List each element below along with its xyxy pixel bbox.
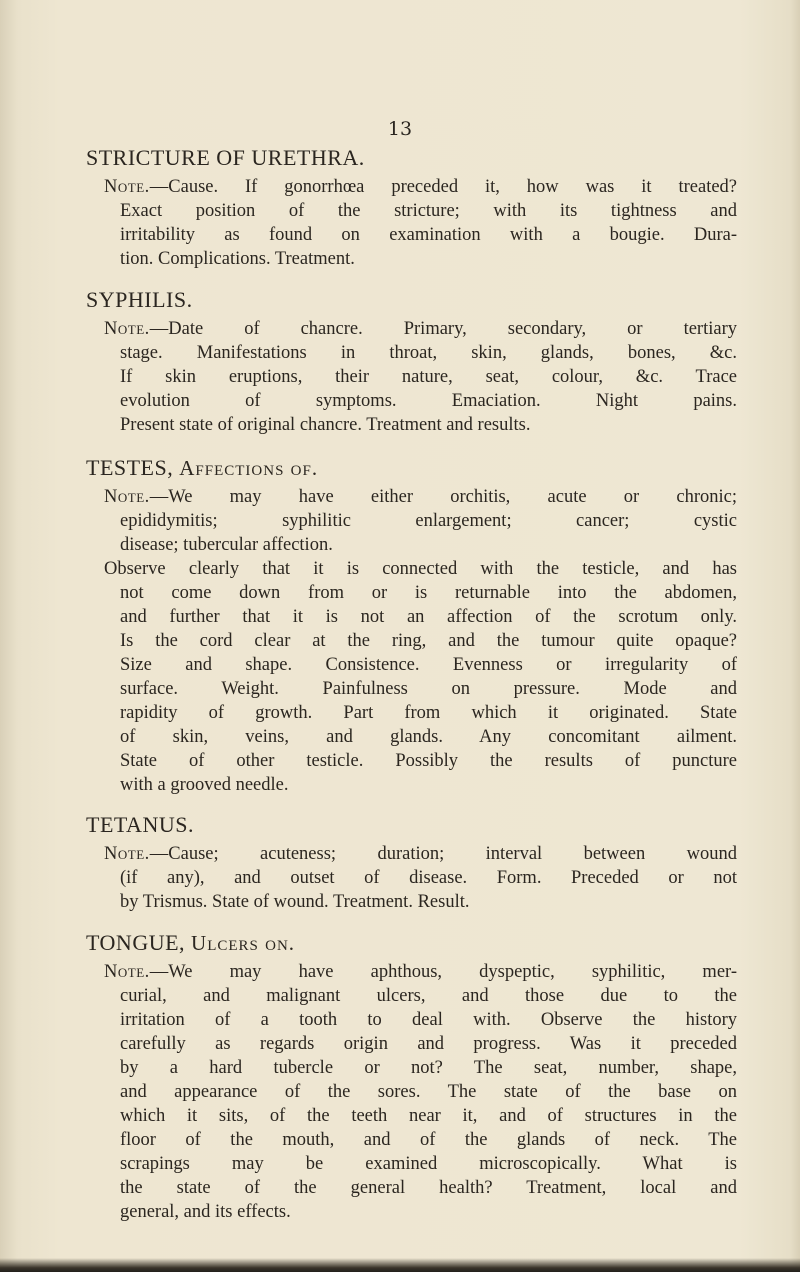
text-line — [120, 727, 737, 747]
heading-title: STRICTURE OF URETHRA. — [86, 145, 365, 170]
line-text: rapidity of growth. Part from which it originated. State — [120, 703, 737, 723]
text-line — [104, 487, 737, 507]
line-text: and further that it is not an affection of the scrotum only. — [120, 607, 737, 627]
line-text: Observe clearly that it is connected with the testicle, and has — [104, 559, 737, 579]
text-line — [104, 559, 737, 579]
text-line — [104, 177, 737, 197]
line-text: general, and its effects. — [120, 1202, 291, 1222]
line-text: the state of the general health? Treatment, local and — [120, 1178, 737, 1198]
line-text: of skin, veins, and glands. Any concomitant ailment. — [120, 727, 737, 747]
heading-subtitle: Ulcers on. — [191, 931, 296, 955]
line-text: Present state of original chancre. Treatment and results. — [120, 415, 531, 435]
text-line — [120, 415, 531, 435]
text-line — [120, 511, 737, 531]
line-text: evolution of symptoms. Emaciation. Night pains. — [120, 391, 737, 411]
page-number: 13 — [387, 118, 413, 140]
line-text: with a grooved needle. — [120, 775, 289, 795]
text-line — [120, 1178, 737, 1198]
text-line — [120, 1034, 737, 1054]
text-line — [120, 249, 355, 269]
line-text: which it sits, of the teeth near it, and of structures in the — [120, 1106, 737, 1126]
line-text: —We may have aphthous, dyspeptic, syphilitic, mer- — [149, 962, 737, 982]
text-line — [120, 1154, 737, 1174]
line-text: epididymitis; syphilitic enlargement; cancer; cystic — [120, 511, 737, 531]
line-text: tion. Complications. Treatment. — [120, 249, 355, 269]
text-line — [120, 583, 737, 603]
text-line — [120, 631, 737, 651]
line-text: floor of the mouth, and of the glands of neck. The — [120, 1130, 737, 1150]
text-line — [120, 1202, 291, 1222]
text-line — [120, 535, 333, 555]
text-line — [120, 1058, 737, 1078]
line-text: Exact position of the stricture; with its tightness and — [120, 201, 737, 221]
line-text: irritation of a tooth to deal with. Observe the history — [120, 1010, 737, 1030]
heading-title: TETANUS. — [86, 812, 194, 837]
text-line — [120, 391, 737, 411]
text-line — [120, 655, 737, 675]
line-text: (if any), and outset of disease. Form. Preceded or not — [120, 868, 737, 888]
line-text: disease; tubercular affection. — [120, 535, 333, 555]
line-text: —We may have either orchitis, acute or chronic; — [149, 487, 737, 507]
note-label: Note. — [104, 962, 150, 982]
section-heading — [86, 287, 193, 313]
note-label: Note. — [104, 177, 150, 197]
text-line — [120, 868, 737, 888]
line-text: not come down from or is returnable into the abdomen, — [120, 583, 737, 603]
heading-title: TONGUE, — [86, 930, 186, 955]
line-text: irritability as found on examination with a bougie. Dura- — [120, 225, 737, 245]
line-text: curial, and malignant ulcers, and those due to the — [120, 986, 737, 1006]
line-text: scrapings may be examined microscopically. What is — [120, 1154, 737, 1174]
text-line — [104, 319, 737, 339]
text-line — [120, 679, 737, 699]
text-line — [120, 1082, 737, 1102]
text-line — [120, 225, 737, 245]
line-text: surface. Weight. Painfulness on pressure. Mode and — [120, 679, 737, 699]
line-text: —Date of chancre. Primary, secondary, or tertiary — [149, 319, 737, 339]
section-heading — [86, 812, 194, 838]
text-line — [120, 1106, 737, 1126]
line-text: by Trismus. State of wound. Treatment. Result. — [120, 892, 470, 912]
text-line — [120, 607, 737, 627]
page-bottom-shadow — [0, 1258, 800, 1272]
line-text: carefully as regards origin and progress. Was it preceded — [120, 1034, 737, 1054]
section-heading — [86, 930, 295, 956]
text-line — [120, 703, 737, 723]
note-label: Note. — [104, 487, 150, 507]
section-heading — [86, 455, 318, 481]
text-line — [120, 751, 737, 771]
line-text: If skin eruptions, their nature, seat, colour, &c. Trace — [120, 367, 737, 387]
heading-subtitle: Affections of. — [179, 456, 319, 480]
text-line — [120, 367, 737, 387]
note-label: Note. — [104, 844, 150, 864]
line-text: and appearance of the sores. The state of the base on — [120, 1082, 737, 1102]
text-line — [120, 892, 469, 912]
text-line — [120, 1130, 737, 1150]
line-text: State of other testicle. Possibly the results of puncture — [120, 751, 737, 771]
text-line — [120, 201, 737, 221]
text-line — [120, 1010, 737, 1030]
text-line — [120, 775, 289, 795]
line-text: by a hard tubercle or not? The seat, number, shape, — [120, 1058, 737, 1078]
text-line — [104, 962, 737, 982]
line-text: Size and shape. Consistence. Evenness or irregularity of — [120, 655, 737, 675]
text-line — [120, 343, 737, 363]
heading-title: SYPHILIS. — [86, 287, 193, 312]
heading-title: TESTES, — [86, 455, 174, 480]
text-line — [104, 844, 737, 864]
line-text: Is the cord clear at the ring, and the tumour quite opaque? — [120, 631, 737, 651]
note-label: Note. — [104, 319, 150, 339]
section-heading — [86, 145, 365, 171]
line-text: —Cause; acuteness; duration; interval between wound — [149, 844, 737, 864]
text-line — [120, 986, 737, 1006]
line-text: —Cause. If gonorrhœa preceded it, how was it treated? — [149, 177, 737, 197]
line-text: stage. Manifestations in throat, skin, glands, bones, &c. — [120, 343, 737, 363]
